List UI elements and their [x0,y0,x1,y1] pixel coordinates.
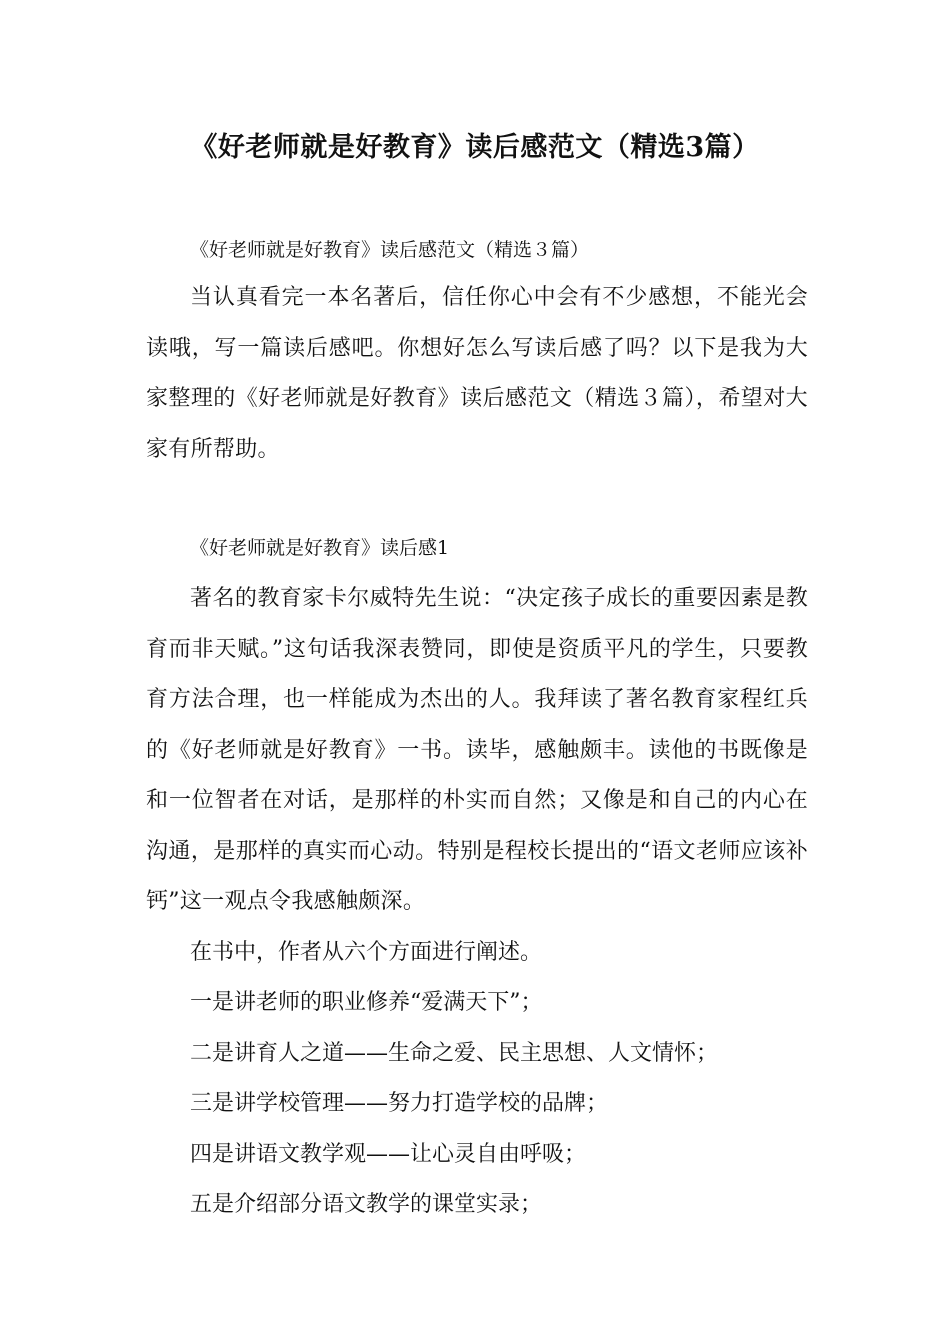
list-line: 四是讲语文教学观——让心灵自由呼吸； [190,1141,587,1167]
document-title: 《好老师就是好教育》读后感范文（精选3篇） [190,132,760,163]
intro-paragraph: 当认真看完一本名著后，信任你心中会有不少感想，不能光会读哦，写一篇读后感吧。你想好怎么写读后感了吗？以下是我为大家整理的《好老师就是好教育》读后感范文（精选３篇），希望对大家有所帮助。 [146,285,808,462]
section1-subhead: 《好老师就是好教育》读后感1 [190,537,450,559]
list-line: 一是讲老师的职业修养“爱满天下”； [190,990,543,1015]
section1-paragraph: 著名的教育家卡尔威特先生说：“决定孩子成长的重要因素是教育而非天赋。”这句话我深表赞同，即使是资质平凡的学生，只要教育方法合理，也一样能成为杰出的人。我拜读了著名教育家程红兵的《好老师就是好教育》一书。读毕，感触颇丰。读他的书既像是和一位智者在对话，是那样的朴实而自然；又像是和自己的内心在沟通，是那样的真实而心动。特别是程校长提出的“语文老师应该补钙”这一观点令我感触颇深。 [146,586,808,914]
section1-body [146,574,808,1231]
list-line: 在书中，作者从六个方面进行阐述。 [190,939,543,965]
list-line: 三是讲学校管理——努力打造学校的品牌； [190,1091,609,1116]
list-line: 二是讲育人之道——生命之爱、民主思想、人文情怀； [190,1040,719,1066]
intro-subhead: 《好老师就是好教育》读后感范文（精选３篇） [190,239,590,261]
intro-body [146,273,808,475]
section1-header [146,536,808,560]
list-line: 五是介绍部分语文教学的课堂实录； [190,1192,543,1217]
intro-section [146,238,808,262]
